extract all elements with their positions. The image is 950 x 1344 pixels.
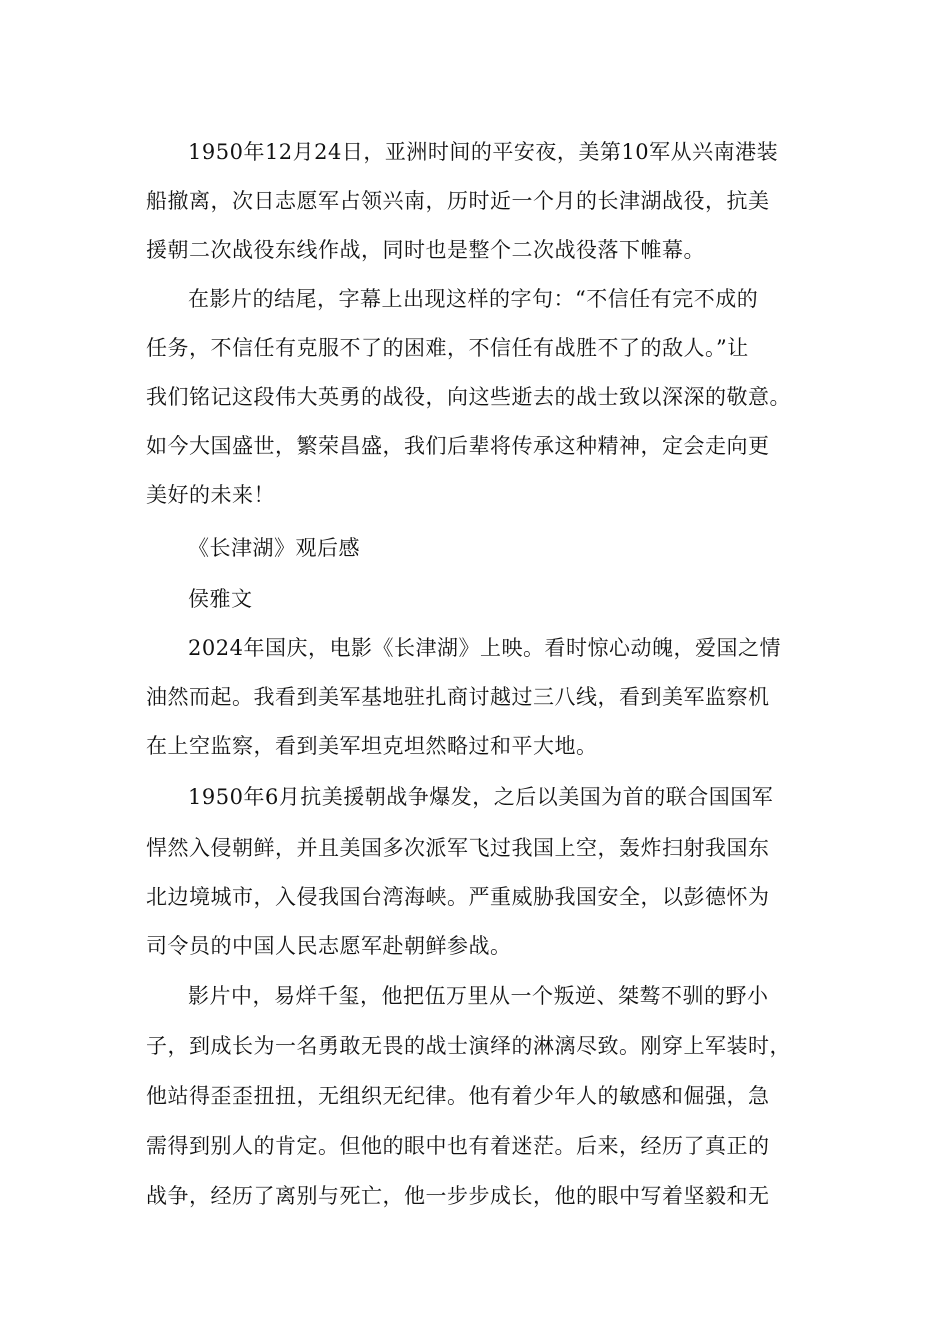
paragraph-line: 司令员的中国人民志愿军赴朝鲜参战。 <box>146 934 512 958</box>
paragraph-line: 油然而起。我看到美军基地驻扎商讨越过三八线，看到美军监察机 <box>146 685 770 709</box>
essay-author: 侯雅文 <box>188 587 253 611</box>
paragraph-line: 援朝二次战役东线作战，同时也是整个二次战役落下帷幕。 <box>146 238 705 262</box>
paragraph-line: 1950年6月抗美援朝战争爆发，之后以美国为首的联合国国军 <box>188 785 774 809</box>
paragraph-line: 他站得歪歪扭扭，无组织无纪律。他有着少年人的敏感和倔强，急 <box>146 1084 770 1108</box>
paragraph-line: 我们铭记这段伟大英勇的战役，向这些逝去的战士致以深深的敬意。 <box>146 385 791 409</box>
paragraph-line: 北边境城市，入侵我国台湾海峡。严重威胁我国安全，以彭德怀为 <box>146 885 770 909</box>
paragraph-line: 需得到别人的肯定。但他的眼中也有着迷茫。后来，经历了真正的 <box>146 1134 770 1158</box>
paragraph-line: 子，到成长为一名勇敢无畏的战士演绎的淋漓尽致。刚穿上军装时， <box>146 1034 791 1058</box>
paragraph-line: 悍然入侵朝鲜，并且美国多次派军飞过我国上空，轰炸扫射我国东 <box>146 836 770 860</box>
paragraph-line: 在上空监察，看到美军坦克坦然略过和平大地。 <box>146 734 598 758</box>
paragraph-line: 2024年国庆，电影《长津湖》上映。看时惊心动魄，爱国之情 <box>188 636 781 660</box>
paragraph-line: 在影片的结尾，字幕上出现这样的字句：“不信任有完不成的 <box>188 287 759 311</box>
paragraph-line: 影片中，易烊千玺，他把伍万里从一个叛逆、桀骜不驯的野小 <box>188 984 769 1008</box>
essay-title: 《长津湖》观后感 <box>188 536 360 560</box>
paragraph-line: 如今大国盛世，繁荣昌盛，我们后辈将传承这种精神，定会走向更 <box>146 434 770 458</box>
paragraph-line: 美好的未来！ <box>146 483 275 507</box>
paragraph-line: 战争，经历了离别与死亡，他一步步成长，他的眼中写着坚毅和无 <box>146 1184 770 1208</box>
paragraph-line: 船撤离，次日志愿军占领兴南，历时近一个月的长津湖战役，抗美 <box>146 189 770 213</box>
paragraph-line: 1950年12月24日，亚洲时间的平安夜，美第10军从兴南港装 <box>188 140 779 164</box>
paragraph-line: 任务，不信任有克服不了的困难，不信任有战胜不了的敌人。”让 <box>146 336 749 360</box>
